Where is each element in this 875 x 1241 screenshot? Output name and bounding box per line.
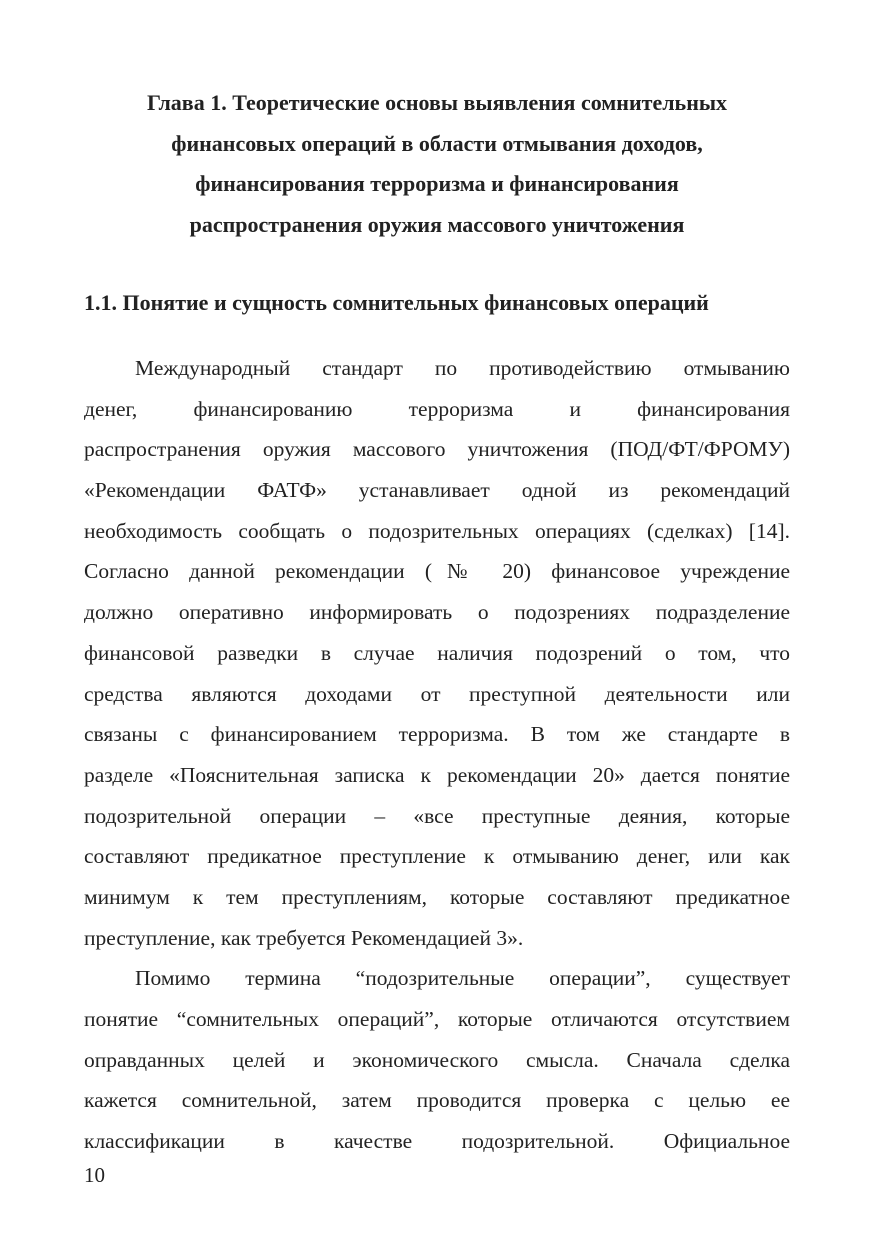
body-text <box>84 348 790 1162</box>
text-line: Международный стандарт по противодействию отмыванию <box>135 356 790 380</box>
text-line: необходимость сообщать о подозрительных операциях (сделках) [14]. <box>84 518 790 543</box>
chapter-title-line: Глава 1. Теоретические основы выявления сомнительных <box>146 90 728 115</box>
text-line: связаны с финансированием терроризма. В том же стандарте в <box>84 722 790 747</box>
text-line: средства являются доходами от преступной деятельности или <box>84 681 790 706</box>
chapter-title-line: финансовых операций в области отмывания доходов, <box>171 130 703 156</box>
text-line: классификации в качестве подозрительной. Официальное <box>84 1129 790 1154</box>
chapter-title <box>84 83 790 245</box>
text-line: финансовой разведки в случае наличия подозрений о том, что <box>84 640 790 665</box>
text-line: понятие “сомнительных операций”, которые отличаются отсутствием <box>84 1007 790 1031</box>
text-line: Согласно данной рекомендации (№ 20) финансовое учреждение <box>84 559 790 584</box>
text-line: кажется сомнительной, затем проводится проверка с целью ее <box>84 1088 790 1113</box>
text-line: оправданных целей и экономического смысла. Сначала сделка <box>84 1047 790 1072</box>
chapter-title-line: распространения оружия массового уничтожения <box>189 211 685 237</box>
text-line: составляют предикатное преступление к отмыванию денег, или как <box>84 844 790 869</box>
text-line: распространения оружия массового уничтожения (ПОД/ФТ/ФРОМУ) <box>84 437 790 462</box>
chapter-title-line: финансирования терроризма и финансирования <box>195 171 679 196</box>
page-number: 10 <box>84 1163 105 1187</box>
text-line: минимум к тем преступлениям, которые составляют предикатное <box>84 884 790 909</box>
text-line: денег, финансированию терроризма и финансирования <box>84 396 790 421</box>
text-line: преступление, как требуется Рекомендацией 3». <box>84 925 524 950</box>
text-line: разделе «Пояснительная записка к рекомендации 20» дается понятие <box>84 762 790 787</box>
text-line: «Рекомендации ФАТФ» устанавливает одной из рекомендаций <box>84 478 790 503</box>
text-line: должно оперативно информировать о подозрениях подразделение <box>84 600 790 625</box>
paragraph-2 <box>84 958 790 1161</box>
paragraph-1 <box>84 348 790 958</box>
section-title: 1.1. Понятие и сущность сомнительных финансовых операций <box>84 290 709 315</box>
text-line: подозрительной операции – «все преступные деяния, которые <box>84 803 790 828</box>
text-line: Помимо термина “подозрительные операции”, существует <box>135 966 790 991</box>
